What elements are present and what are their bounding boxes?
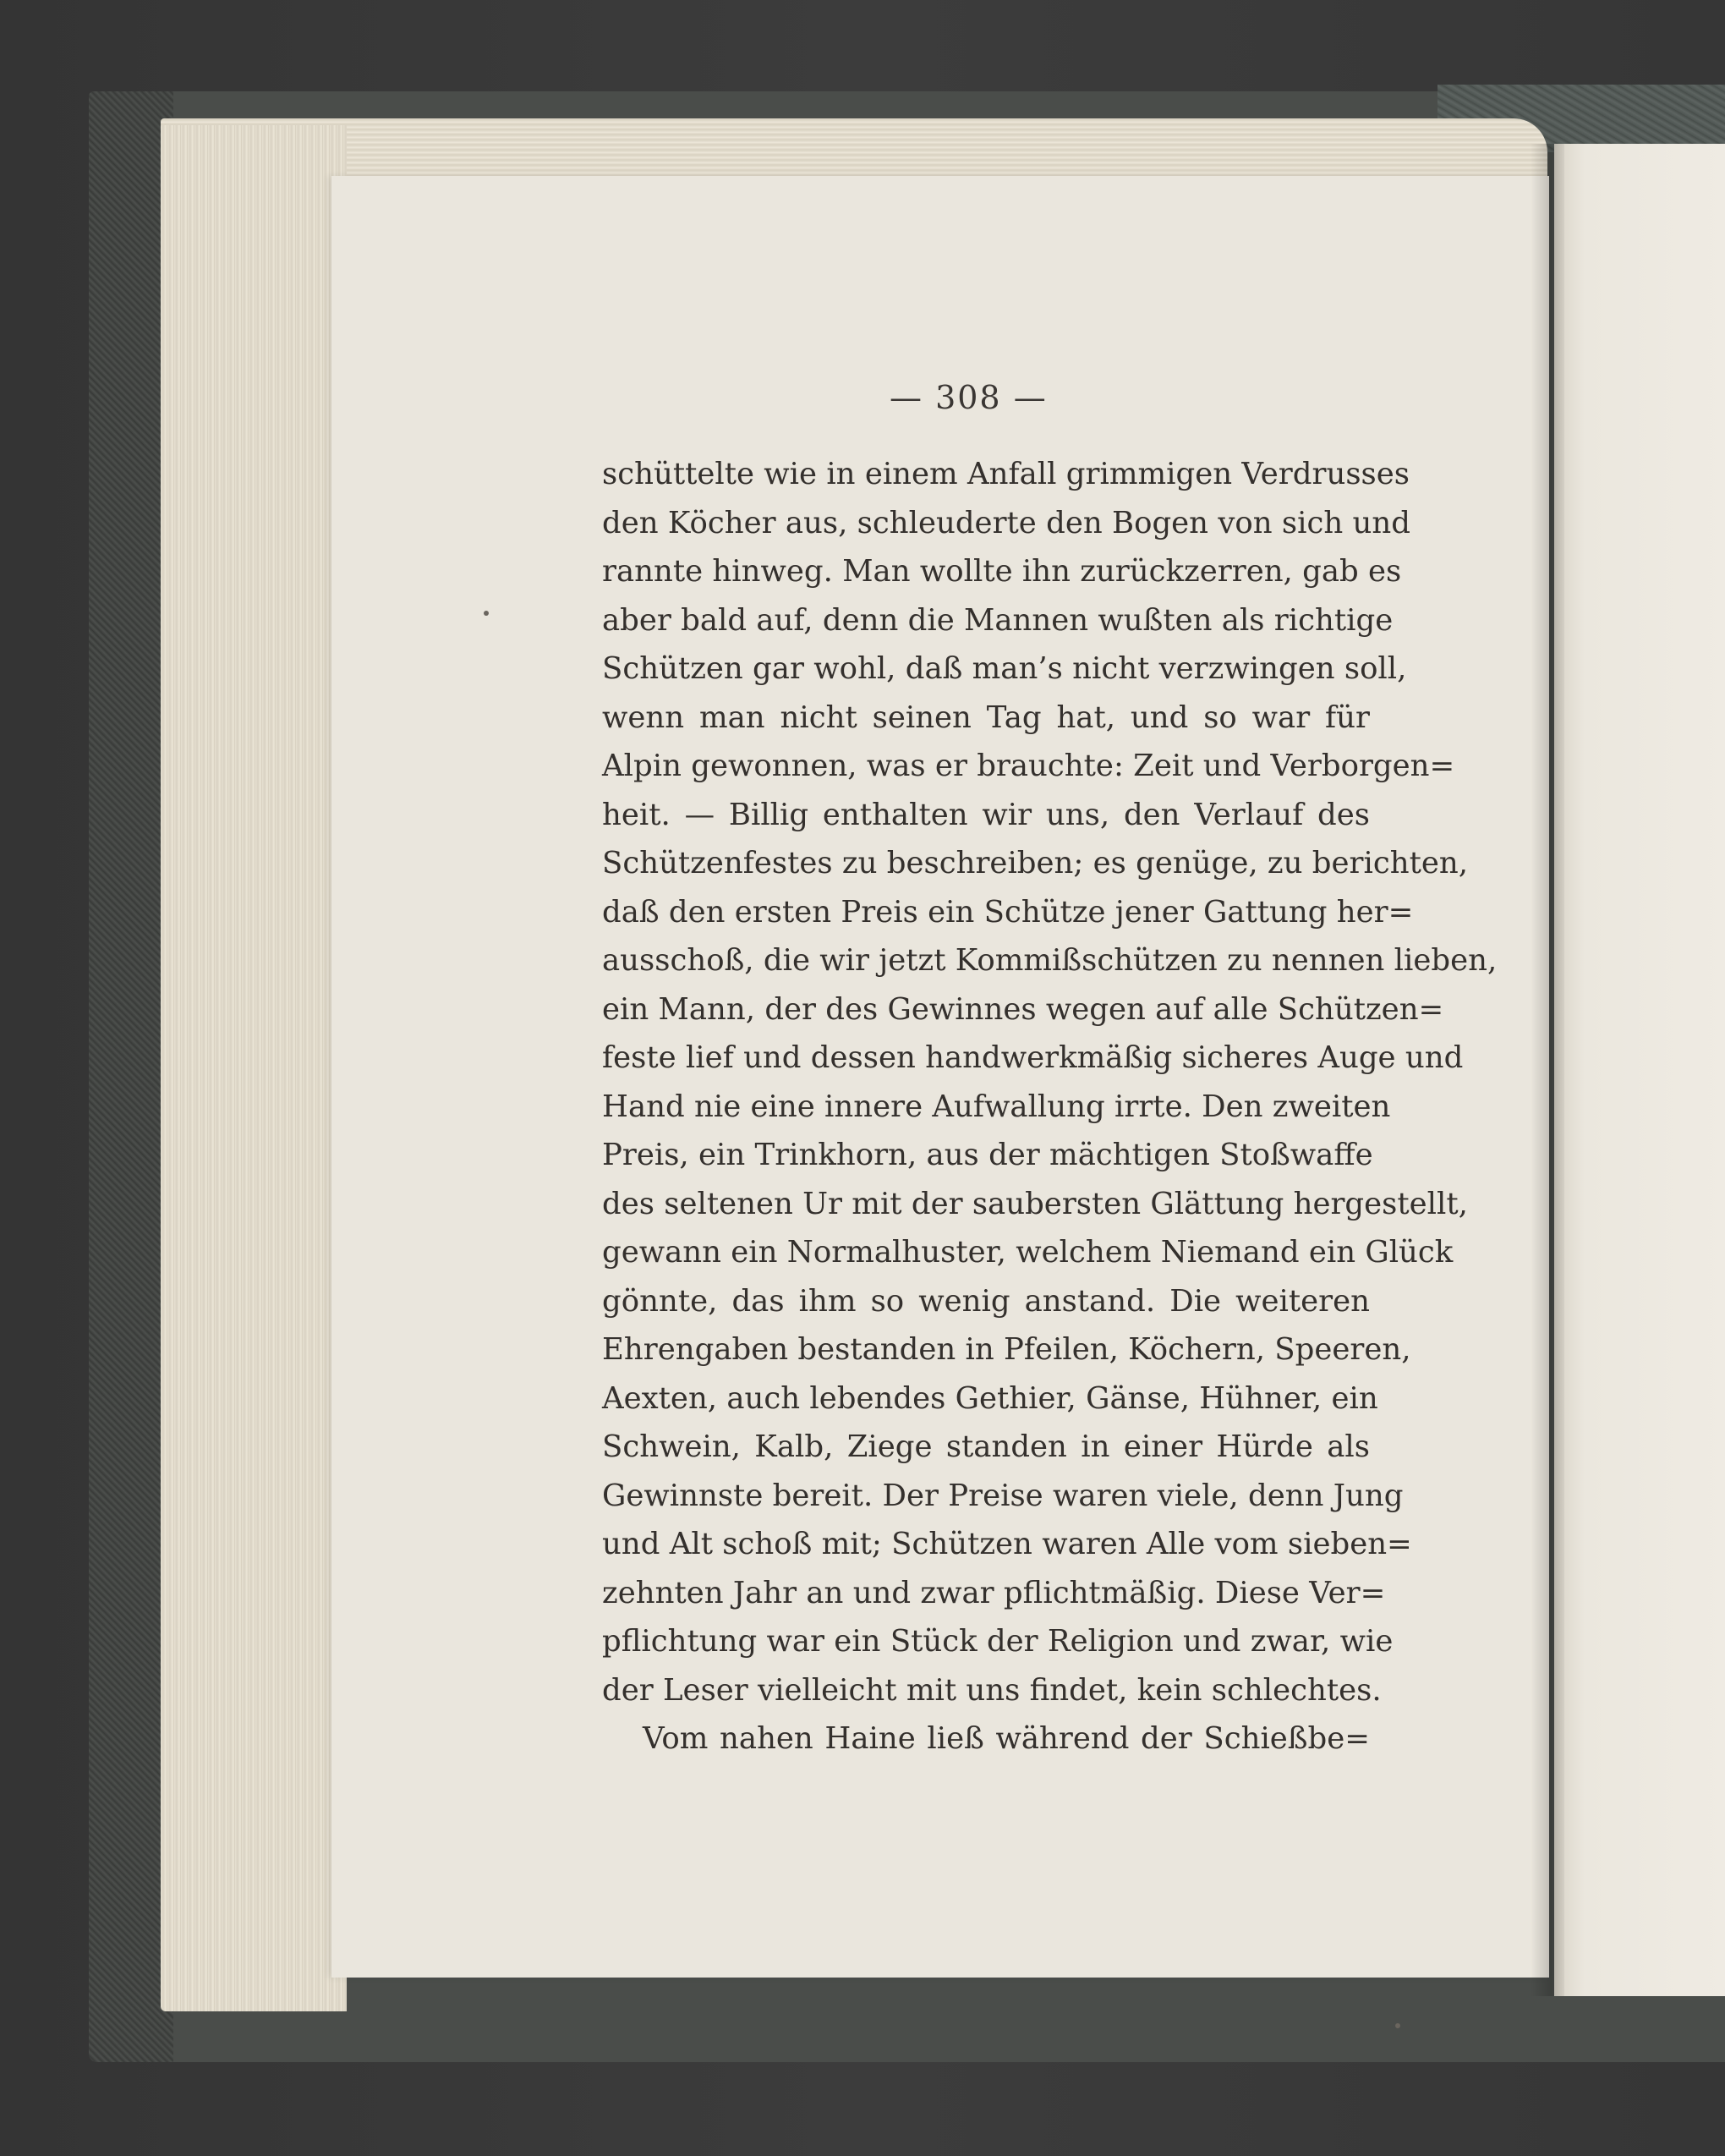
text-line: feste lief und dessen handwerkmäßig sicheres Auge und — [602, 1040, 1464, 1075]
page-edges-left — [161, 125, 347, 2011]
text-line: Ehrengaben bestanden in Pfeilen, Köchern, Speeren, — [602, 1332, 1411, 1367]
body-text — [602, 450, 1498, 1764]
text-line: daß den ersten Preis ein Schütze jener Gattung her= — [602, 894, 1414, 930]
text-line: ein Mann, der des Gewinnes wegen auf alle Schützen= — [602, 991, 1444, 1027]
text-line: heit. — Billig enthalten wir uns, den Verlauf des — [602, 797, 1370, 832]
text-line: zehnten Jahr an und zwar pflichtmäßig. Diese Ver= — [602, 1575, 1386, 1610]
text-line: rannte hinweg. Man wollte ihn zurückzerren, gab es — [602, 554, 1402, 589]
text-line: gönnte, das ihm so wenig anstand. Die weiteren — [602, 1283, 1370, 1319]
text-line: Hand nie eine innere Aufwallung irrte. Den zweiten — [602, 1089, 1391, 1124]
text-line: Schützenfestes zu beschreiben; es genüge, zu berichten, — [602, 846, 1468, 881]
text-line: gewann ein Normalhuster, welchem Niemand ein Glück — [602, 1235, 1454, 1270]
text-line: schüttelte wie in einem Anfall grimmigen Verdrusses — [602, 457, 1410, 491]
text-line: den Köcher aus, schleuderte den Bogen von sich und — [602, 505, 1410, 540]
text-line: wenn man nicht seinen Tag hat, und so war für — [602, 699, 1370, 735]
text-line: Gewinnste bereit. Der Preise waren viele, denn Jung — [602, 1478, 1404, 1513]
page-edges-top — [161, 118, 1547, 178]
text-line: des seltenen Ur mit der saubersten Glättung hergestellt, — [602, 1186, 1468, 1221]
text-line: Schützen gar wohl, daß man’s nicht verzwingen soll, — [602, 651, 1407, 686]
text-line: Preis, ein Trinkhorn, aus der mächtigen Stoßwaffe — [602, 1138, 1373, 1172]
text-line: und Alt schoß mit; Schützen waren Alle vom sieben= — [602, 1527, 1412, 1561]
text-line: Vom nahen Haine ließ während der Schießbe= — [643, 1721, 1370, 1756]
text-line: pflichtung war ein Stück der Religion und zwar, wie — [602, 1624, 1394, 1659]
page-gutter — [1531, 144, 1564, 1996]
paper-speck — [484, 611, 489, 616]
page-number: — 308 — — [890, 379, 1048, 416]
facing-page — [1554, 144, 1725, 1996]
text-line: Aexten, auch lebendes Gethier, Gänse, Hühner, ein — [602, 1380, 1378, 1416]
text-line: Alpin gewonnen, was er brauchte: Zeit und Verborgen= — [602, 749, 1455, 783]
text-line: aber bald auf, denn die Mannen wußten als richtige — [602, 602, 1394, 638]
paper-speck — [1395, 2023, 1400, 2028]
text-line: ausschoß, die wir jetzt Kommißschützen zu nennen lieben, — [602, 943, 1498, 978]
text-line: Schwein, Kalb, Ziege standen in einer Hürde als — [602, 1429, 1370, 1464]
text-line: der Leser vielleicht mit uns findet, kein schlechtes. — [602, 1672, 1382, 1708]
